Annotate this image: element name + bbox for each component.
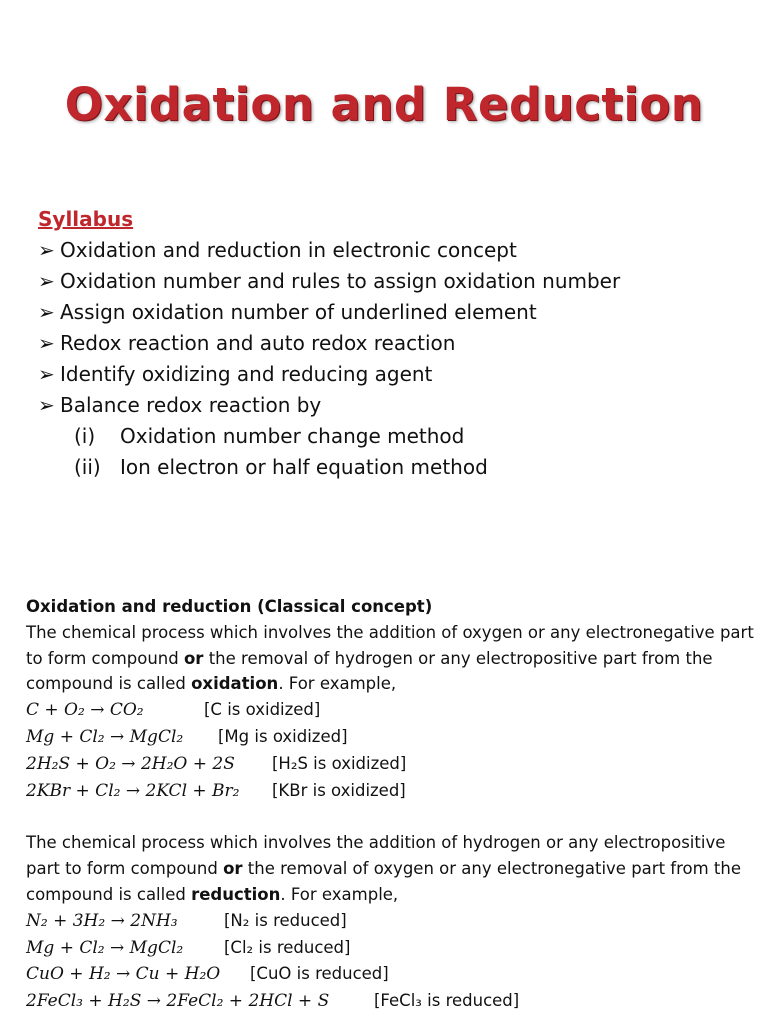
equation: N₂ + 3H₂ → 2NH₃ [26,910,178,931]
bullet-arrow-icon: ➢ [38,269,55,293]
equation: Mg + Cl₂ → MgCl₂ [26,726,184,747]
equation: CuO + H₂ → Cu + H₂O [26,964,221,985]
equation: 2FeCl₃ + H₂S → 2FeCl₂ + 2HCl + S [26,991,330,1012]
equation-line [26,988,756,1015]
bullet-arrow-icon: ➢ [38,393,55,417]
equation-note: [FeCl₃ is reduced] [374,991,520,1011]
syllabus-item: ➢ Balance redox reaction by [38,390,758,421]
content-section [26,594,756,1015]
equation: C + O₂ → CO₂ [26,700,144,721]
equation-line [26,908,756,935]
syllabus-sub-item: (ii) Ion electron or half equation method [74,455,488,479]
equation-line [26,751,756,778]
bullet-arrow-icon: ➢ [38,362,55,386]
equation: Mg + Cl₂ → MgCl₂ [26,937,184,958]
bullet-arrow-icon: ➢ [38,300,55,324]
equation-note: [Mg is oxidized] [218,726,348,746]
syllabus-item: ➢ Redox reaction and auto redox reaction [38,328,758,359]
equation: 2H₂S + O₂ → 2H₂O + 2S [26,753,235,774]
equation-note: [KBr is oxidized] [272,780,406,800]
equation-line [26,724,756,751]
equation-note: [N₂ is reduced] [224,910,347,930]
bullet-arrow-icon: ➢ [38,238,55,262]
equation-line [26,778,756,805]
syllabus-sub-item: (i) Oxidation number change method [74,424,465,448]
equation-line [26,697,756,724]
reduction-definition: The chemical process which involves the addition of hydrogen or any electropositive part to form compound or the removal of oxygen or any electronegative part from the compound is called reduction. For example, [26,833,742,904]
equation-note: [Cl₂ is reduced] [224,937,351,957]
oxidation-definition: The chemical process which involves the addition of oxygen or any electronegative part to form compound or the removal of hydrogen or any electropositive part from the compound is called oxidation. For example, [26,622,754,694]
syllabus-item: ➢ Assign oxidation number of underlined element [38,297,758,328]
section-heading: Oxidation and reduction (Classical concept) [26,597,433,616]
page-title: Oxidation and Reduction [64,78,704,131]
syllabus-item: ➢ Identify oxidizing and reducing agent [38,359,758,390]
syllabus-item: ➢ Oxidation number and rules to assign oxidation number [38,266,758,297]
equation-note: [C is oxidized] [204,700,321,720]
equation-line [26,961,756,988]
bullet-arrow-icon: ➢ [38,331,55,355]
equation-note: [CuO is reduced] [250,964,389,984]
syllabus-item: ➢ Oxidation and reduction in electronic concept [38,235,758,266]
syllabus-section [38,204,758,483]
equation-line [26,935,756,962]
equation-note: [H₂S is oxidized] [272,753,407,773]
syllabus-heading: Syllabus [38,207,134,231]
equation: 2KBr + Cl₂ → 2KCl + Br₂ [26,780,240,801]
